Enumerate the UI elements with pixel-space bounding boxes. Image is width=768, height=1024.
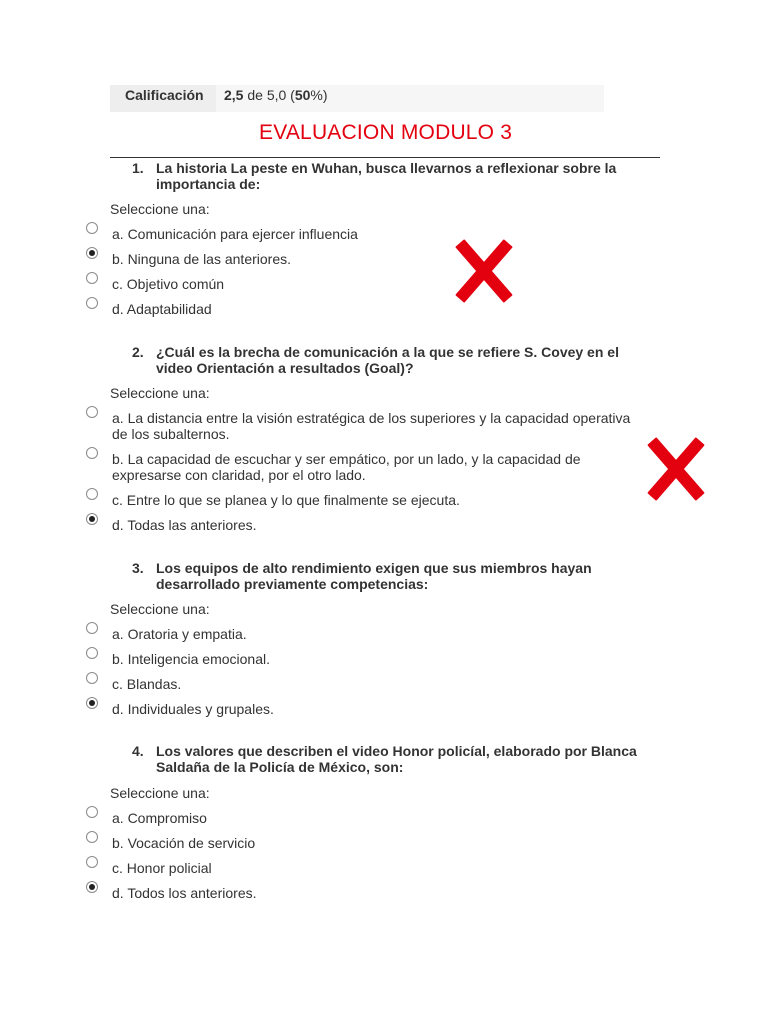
- question-2-option-c-radio[interactable]: [86, 488, 98, 500]
- question-3-number: 3.: [132, 560, 144, 576]
- question-4-option-a-radio[interactable]: [86, 806, 98, 818]
- question-1-number: 1.: [132, 160, 144, 176]
- question-4-option-d-radio[interactable]: [86, 881, 98, 893]
- question-2-option-b[interactable]: b. La capacidad de escuchar y ser empático, por un lado, y la capacidad de expresarse con claridad, por el otro lado.: [112, 451, 581, 483]
- grade-of-text: de 5,0 (: [243, 87, 295, 103]
- question-2-text: ¿Cuál es la brecha de comunicación a la que se refiere S. Covey en el video Orientación a resultados (Goal)?: [156, 344, 619, 376]
- question-4-option-c-radio[interactable]: [86, 856, 98, 868]
- question-1-option-b[interactable]: b. Ninguna de las anteriores.: [112, 251, 291, 267]
- question-2-option-a[interactable]: a. La distancia entre la visión estratégica de los superiores y la capacidad operativa de los subalternos.: [112, 410, 631, 442]
- question-2-option-d[interactable]: d. Todas las anteriores.: [112, 517, 257, 533]
- question-3-option-c-radio[interactable]: [86, 672, 98, 684]
- question-4-option-b-radio[interactable]: [86, 831, 98, 843]
- question-2-option-b-radio[interactable]: [86, 447, 98, 459]
- question-1-option-c[interactable]: c. Objetivo común: [112, 276, 225, 292]
- question-4-option-d[interactable]: d. Todos los anteriores.: [112, 885, 257, 901]
- question-1-text: La historia La peste en Wuhan, busca llevarnos a reflexionar sobre la importancia de:: [156, 160, 617, 192]
- question-3-option-c[interactable]: c. Blandas.: [112, 676, 182, 692]
- question-1-option-b-radio[interactable]: [86, 247, 98, 259]
- question-2-option-d-radio[interactable]: [86, 513, 98, 525]
- question-2-number: 2.: [132, 344, 144, 360]
- question-1-option-a-radio[interactable]: [86, 222, 98, 234]
- question-3-option-b[interactable]: b. Inteligencia emocional.: [112, 651, 270, 667]
- question-4-option-b[interactable]: b. Vocación de servicio: [112, 835, 256, 851]
- question-1-option-c-radio[interactable]: [86, 272, 98, 284]
- question-3-option-d-radio[interactable]: [86, 697, 98, 709]
- grade-label: Calificación: [110, 85, 216, 112]
- page-title: EVALUACION MODULO 3: [259, 121, 513, 144]
- grade-percent-suffix: %): [310, 87, 328, 103]
- question-4-prompt: Seleccione una:: [110, 785, 210, 801]
- question-1-prompt: Seleccione una:: [110, 201, 210, 217]
- question-2-prompt: Seleccione una:: [110, 385, 210, 401]
- grade-summary: [110, 85, 604, 112]
- question-1-option-a[interactable]: a. Comunicación para ejercer influencia: [112, 226, 358, 242]
- grade-percent: 50: [294, 87, 311, 103]
- question-1-option-d-radio[interactable]: [86, 297, 98, 309]
- question-3-text: Los equipos de alto rendimiento exigen que sus miembros hayan desarrollado previamente competencias:: [156, 560, 592, 592]
- wrong-answer-x-icon: [456, 240, 512, 302]
- question-3-option-a[interactable]: a. Oratoria y empatia.: [112, 626, 247, 642]
- question-4-text: Los valores que describen el video Honor policíal, elaborado por Blanca Saldaña de la Policía de México, son:: [156, 743, 637, 775]
- question-2-option-c[interactable]: c. Entre lo que se planea y lo que finalmente se ejecuta.: [112, 492, 460, 508]
- question-2-option-a-radio[interactable]: [86, 406, 98, 418]
- wrong-answer-x-icon: [648, 438, 704, 500]
- grade-value: [224, 85, 328, 106]
- question-4-option-a[interactable]: a. Compromiso: [112, 810, 207, 826]
- question-4-number: 4.: [132, 743, 144, 759]
- question-1-option-d[interactable]: d. Adaptabilidad: [112, 301, 212, 317]
- title-divider: [110, 157, 660, 158]
- question-3-option-a-radio[interactable]: [86, 622, 98, 634]
- grade-score: 2,5: [224, 87, 244, 103]
- question-3-option-d[interactable]: d. Individuales y grupales.: [112, 701, 274, 717]
- question-3-prompt: Seleccione una:: [110, 601, 210, 617]
- question-4-option-c[interactable]: c. Honor policial: [112, 860, 212, 876]
- question-3-option-b-radio[interactable]: [86, 647, 98, 659]
